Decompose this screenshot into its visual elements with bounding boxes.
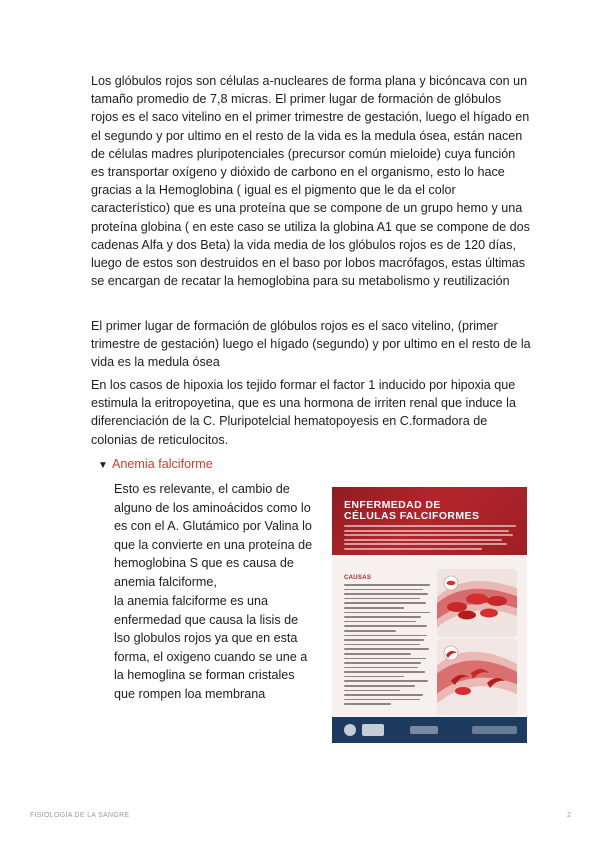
website-text-icon <box>472 726 517 734</box>
page-number: 2 <box>567 812 571 819</box>
body-paragraph-1: Los glóbulos rojos son células a-nucleares de forma plana y bicóncava con un tamaño promedio de 7,8 micras. El primer lugar de formación de glóbulos rojos es el saco vitelino en el primer trimestre de gestación, luego el hígado en el segundo y por ultimo en el resto de la vida es la medula ósea, están nacen de células madres pluripotenciales (precursor común mieloide) cuya función es transportar oxígeno y dióxido de carbono en el organismo, esto lo hace gracias a la Hemoglobina ( igual es el pigmento que le da el color característico) que es una proteína que se compone de un grupo hemo y una proteína globina ( en este caso se utiliza la globina A1 que se compone de dos cadenas Alfa y dos Beta) la vida media de los glóbulos rojos es de 120 días, luego de estos son destruidos en el baso por lobos macrófagos, estas últimas se encargan de recatar la hemoglobina para su metabolismo y reutilización <box>91 74 530 289</box>
agency-text-icon <box>410 726 438 734</box>
page-footer-label: FISIOLOGÍA DE LA SANGRE <box>30 812 130 819</box>
body-paragraph-3: En los casos de hipoxia los tejido formar el factor 1 inducido por hipoxia que estimula la eritropoyetina, que es una hormona de irriten renal que induce la diferenciación de la C. Pluripotelcial hematopoyesis en C.formadora de colonias de reticulocitos. <box>91 378 516 447</box>
body-paragraph-2: El primer lugar de formación de glóbulos rojos es el saco vitelino, (primer trimestre de gestación) luego el hígado (segundo) y por ultimo en el resto de la vida es la medula ósea <box>91 319 531 370</box>
anemia-toggle[interactable] <box>98 455 213 475</box>
poster-title-line-2: CÉLULAS FALCIFORMES <box>344 510 480 522</box>
sickle-cells-illustration <box>437 639 517 715</box>
poster-body-text <box>344 584 430 708</box>
toggle-paragraph-2: la anemia falciforme es una enfermedad que causa la lisis de lso globulos rojos ya que en esta forma, el oxigeno cuando se une a la hemoglina se forman cristales que rompen loa membrana <box>114 594 308 701</box>
toggle-arrow-icon[interactable]: ▼ <box>98 460 108 471</box>
sickle-cell-poster-image <box>332 487 527 743</box>
toggle-paragraph-1: Esto es relevante, el cambio de alguno de los aminoácidos como lo es con el A. Glutámico por Valina lo que la convierte en una proteína de hemoglobina S que es causa de anemia falciforme, <box>114 482 313 589</box>
poster-header <box>332 487 527 555</box>
toggle-title[interactable]: Anemia falciforme <box>112 457 213 471</box>
poster-section-label: CAUSAS <box>344 575 372 581</box>
hhs-logo-icon <box>344 724 356 736</box>
normal-blood-cells-illustration <box>437 569 517 637</box>
poster-title-line-1: ENFERMEDAD DE <box>344 499 441 511</box>
poster-footer <box>332 717 527 743</box>
poster-intro-text <box>344 525 516 552</box>
nih-logo-icon <box>362 724 384 736</box>
